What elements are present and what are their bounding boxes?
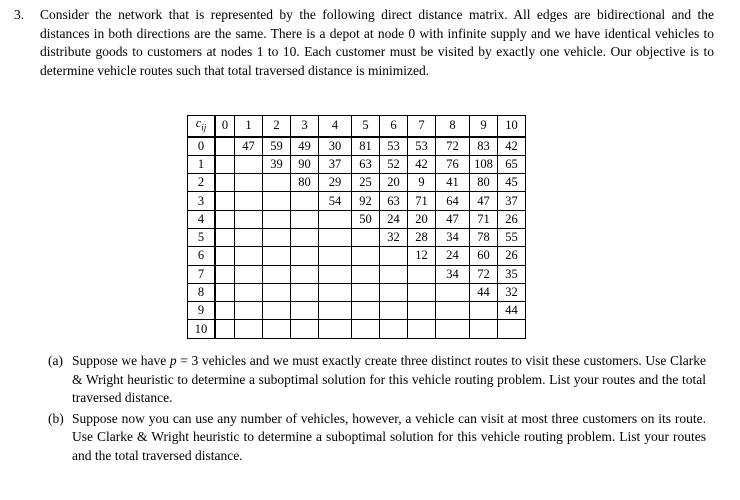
matrix-column-header: 9 bbox=[470, 116, 498, 137]
matrix-cell bbox=[263, 210, 291, 228]
matrix-cell bbox=[235, 283, 263, 301]
problem-statement bbox=[14, 6, 714, 80]
matrix-cell: 108 bbox=[470, 155, 498, 173]
matrix-column-header: 4 bbox=[319, 116, 352, 137]
part-a-text-rest: = 3 vehicles and we must exactly create three distinct routes to visit these customers. Use Clarke & Wright heuristic to determine a suboptimal solution for this vehicle routing problem. List your routes and the total traversed distance. bbox=[72, 353, 707, 406]
matrix-column-header: 1 bbox=[235, 116, 263, 137]
matrix-cell bbox=[215, 210, 235, 228]
matrix-cell bbox=[235, 228, 263, 246]
matrix-cell: 59 bbox=[263, 137, 291, 156]
part-b bbox=[48, 410, 706, 466]
matrix-cell: 39 bbox=[263, 155, 291, 173]
matrix-cell bbox=[215, 174, 235, 192]
matrix-cell bbox=[291, 302, 319, 320]
matrix-cell bbox=[319, 320, 352, 338]
matrix-cell bbox=[215, 247, 235, 265]
matrix-cell bbox=[215, 137, 235, 156]
matrix-cell bbox=[470, 302, 498, 320]
matrix-cell: 37 bbox=[319, 155, 352, 173]
matrix-cell: 92 bbox=[352, 192, 380, 210]
matrix-cell: 80 bbox=[291, 174, 319, 192]
matrix-cell: 32 bbox=[498, 283, 526, 301]
matrix-cell bbox=[235, 210, 263, 228]
matrix-cell bbox=[380, 320, 408, 338]
matrix-cell bbox=[215, 155, 235, 173]
matrix-cell bbox=[215, 320, 235, 338]
matrix-row bbox=[188, 210, 526, 228]
matrix-cell bbox=[263, 283, 291, 301]
distance-matrix-table bbox=[187, 115, 526, 339]
matrix-cell: 24 bbox=[380, 210, 408, 228]
matrix-cell: 47 bbox=[436, 210, 470, 228]
matrix-row bbox=[188, 192, 526, 210]
matrix-cell: 12 bbox=[408, 247, 436, 265]
matrix-cell: 72 bbox=[436, 137, 470, 156]
matrix-cell bbox=[235, 265, 263, 283]
matrix-cell bbox=[291, 265, 319, 283]
matrix-cell: 41 bbox=[436, 174, 470, 192]
matrix-cell bbox=[235, 192, 263, 210]
matrix-cell bbox=[319, 247, 352, 265]
matrix-column-header: 3 bbox=[291, 116, 319, 137]
problem-number: 3. bbox=[14, 7, 25, 22]
matrix-row bbox=[188, 320, 526, 338]
matrix-row bbox=[188, 137, 526, 156]
part-b-label: (b) bbox=[48, 410, 64, 426]
matrix-row-header: 9 bbox=[188, 302, 216, 320]
matrix-row bbox=[188, 247, 526, 265]
matrix-cell: 45 bbox=[498, 174, 526, 192]
matrix-cell bbox=[380, 247, 408, 265]
matrix-cell bbox=[470, 320, 498, 338]
matrix-row bbox=[188, 283, 526, 301]
matrix-cell: 53 bbox=[408, 137, 436, 156]
matrix-cell: 63 bbox=[352, 155, 380, 173]
matrix-cell: 47 bbox=[470, 192, 498, 210]
matrix-cell: 20 bbox=[408, 210, 436, 228]
matrix-cell bbox=[436, 302, 470, 320]
matrix-cell bbox=[319, 210, 352, 228]
matrix-cell: 30 bbox=[319, 137, 352, 156]
matrix-cell: 60 bbox=[470, 247, 498, 265]
matrix-cell bbox=[291, 247, 319, 265]
matrix-row bbox=[188, 302, 526, 320]
matrix-row-header: 1 bbox=[188, 155, 216, 173]
matrix-cell: 29 bbox=[319, 174, 352, 192]
matrix-cell bbox=[263, 302, 291, 320]
matrix-cell bbox=[235, 155, 263, 173]
matrix-cell bbox=[215, 283, 235, 301]
matrix-cell bbox=[436, 320, 470, 338]
part-b-text: Suppose now you can use any number of vehicles, however, a vehicle can visit at most three customers on its route. Use Clarke & Wright heuristic to determine a suboptimal solution for this vehicle routing problem. List your routes and the total traversed distance. bbox=[72, 410, 706, 463]
matrix-row bbox=[188, 228, 526, 246]
distance-matrix bbox=[187, 115, 526, 339]
matrix-row-header: 4 bbox=[188, 210, 216, 228]
matrix-cell bbox=[498, 320, 526, 338]
sub-questions bbox=[48, 352, 706, 468]
matrix-cell: 71 bbox=[408, 192, 436, 210]
matrix-cell bbox=[235, 247, 263, 265]
matrix-cell bbox=[352, 283, 380, 301]
part-a-text bbox=[72, 352, 706, 408]
matrix-cell: 76 bbox=[436, 155, 470, 173]
matrix-cell: 64 bbox=[436, 192, 470, 210]
matrix-corner-label: $c_{ij}$ bbox=[188, 116, 216, 137]
matrix-cell bbox=[352, 302, 380, 320]
matrix-cell bbox=[263, 247, 291, 265]
matrix-column-header: 6 bbox=[380, 116, 408, 137]
matrix-cell bbox=[291, 192, 319, 210]
matrix-cell: 9 bbox=[408, 174, 436, 192]
part-a-label: (a) bbox=[48, 353, 63, 368]
matrix-cell bbox=[263, 265, 291, 283]
matrix-column-header: 10 bbox=[498, 116, 526, 137]
matrix-cell bbox=[235, 302, 263, 320]
matrix-cell: 72 bbox=[470, 265, 498, 283]
matrix-cell bbox=[235, 320, 263, 338]
matrix-cell: 47 bbox=[235, 137, 263, 156]
matrix-cell: 53 bbox=[380, 137, 408, 156]
matrix-cell: 34 bbox=[436, 265, 470, 283]
matrix-cell bbox=[380, 302, 408, 320]
matrix-row bbox=[188, 174, 526, 192]
matrix-cell: 32 bbox=[380, 228, 408, 246]
matrix-cell bbox=[215, 265, 235, 283]
matrix-cell bbox=[263, 228, 291, 246]
matrix-cell bbox=[352, 228, 380, 246]
matrix-cell bbox=[215, 192, 235, 210]
matrix-cell: 28 bbox=[408, 228, 436, 246]
matrix-cell: 26 bbox=[498, 247, 526, 265]
matrix-cell bbox=[263, 192, 291, 210]
matrix-cell: 25 bbox=[352, 174, 380, 192]
matrix-cell bbox=[408, 302, 436, 320]
matrix-column-header: 7 bbox=[408, 116, 436, 137]
matrix-row bbox=[188, 155, 526, 173]
matrix-row-header: 5 bbox=[188, 228, 216, 246]
part-a bbox=[48, 352, 706, 408]
matrix-cell bbox=[291, 228, 319, 246]
matrix-column-header: 8 bbox=[436, 116, 470, 137]
matrix-cell: 35 bbox=[498, 265, 526, 283]
matrix-cell bbox=[352, 247, 380, 265]
matrix-cell: 63 bbox=[380, 192, 408, 210]
matrix-cell bbox=[436, 283, 470, 301]
matrix-cell bbox=[319, 283, 352, 301]
matrix-cell bbox=[263, 174, 291, 192]
part-a-text-start: Suppose we have bbox=[72, 353, 167, 368]
problem-text: Consider the network that is represented by the following direct distance matrix. All edges are bidirectional and the distances in both directions are the same. There is a depot at node 0 with infinite supply and we have identical vehicles to distribute goods to customers at nodes 1 to 10. Each customer must be visited by exactly one vehicle. Our objective is to determine vehicle routes such that total traversed distance is minimized. bbox=[40, 7, 714, 78]
matrix-cell: 50 bbox=[352, 210, 380, 228]
matrix-cell: 42 bbox=[408, 155, 436, 173]
matrix-cell: 34 bbox=[436, 228, 470, 246]
matrix-cell bbox=[291, 320, 319, 338]
matrix-cell: 55 bbox=[498, 228, 526, 246]
matrix-row-header: 8 bbox=[188, 283, 216, 301]
matrix-cell bbox=[215, 228, 235, 246]
matrix-cell bbox=[319, 265, 352, 283]
matrix-cell bbox=[352, 320, 380, 338]
matrix-row-header: 10 bbox=[188, 320, 216, 338]
matrix-row-header: 0 bbox=[188, 137, 216, 156]
part-a-variable: p bbox=[169, 353, 177, 368]
matrix-cell bbox=[291, 210, 319, 228]
matrix-cell: 24 bbox=[436, 247, 470, 265]
matrix-cell: 52 bbox=[380, 155, 408, 173]
matrix-column-header: 2 bbox=[263, 116, 291, 137]
matrix-cell: 44 bbox=[470, 283, 498, 301]
matrix-cell bbox=[380, 283, 408, 301]
matrix-cell bbox=[319, 228, 352, 246]
matrix-row-header: 3 bbox=[188, 192, 216, 210]
matrix-cell: 81 bbox=[352, 137, 380, 156]
matrix-cell: 83 bbox=[470, 137, 498, 156]
matrix-cell bbox=[291, 283, 319, 301]
matrix-row bbox=[188, 265, 526, 283]
matrix-cell: 78 bbox=[470, 228, 498, 246]
matrix-cell bbox=[352, 265, 380, 283]
matrix-cell bbox=[319, 302, 352, 320]
matrix-cell: 49 bbox=[291, 137, 319, 156]
matrix-cell: 71 bbox=[470, 210, 498, 228]
matrix-cell bbox=[215, 302, 235, 320]
matrix-cell bbox=[408, 320, 436, 338]
matrix-cell: 42 bbox=[498, 137, 526, 156]
matrix-cell: 54 bbox=[319, 192, 352, 210]
matrix-cell: 37 bbox=[498, 192, 526, 210]
matrix-cell: 80 bbox=[470, 174, 498, 192]
matrix-cell: 26 bbox=[498, 210, 526, 228]
matrix-cell bbox=[235, 174, 263, 192]
matrix-cell bbox=[408, 283, 436, 301]
problem-3 bbox=[14, 6, 714, 80]
matrix-cell: 44 bbox=[498, 302, 526, 320]
matrix-cell: 20 bbox=[380, 174, 408, 192]
matrix-cell bbox=[408, 265, 436, 283]
matrix-cell: 90 bbox=[291, 155, 319, 173]
matrix-cell bbox=[380, 265, 408, 283]
matrix-row-header: 6 bbox=[188, 247, 216, 265]
matrix-column-header: 0 bbox=[215, 116, 235, 137]
matrix-column-header: 5 bbox=[352, 116, 380, 137]
matrix-cell: 65 bbox=[498, 155, 526, 173]
matrix-cell bbox=[263, 320, 291, 338]
matrix-row-header: 2 bbox=[188, 174, 216, 192]
matrix-header-row bbox=[188, 116, 526, 137]
matrix-row-header: 7 bbox=[188, 265, 216, 283]
